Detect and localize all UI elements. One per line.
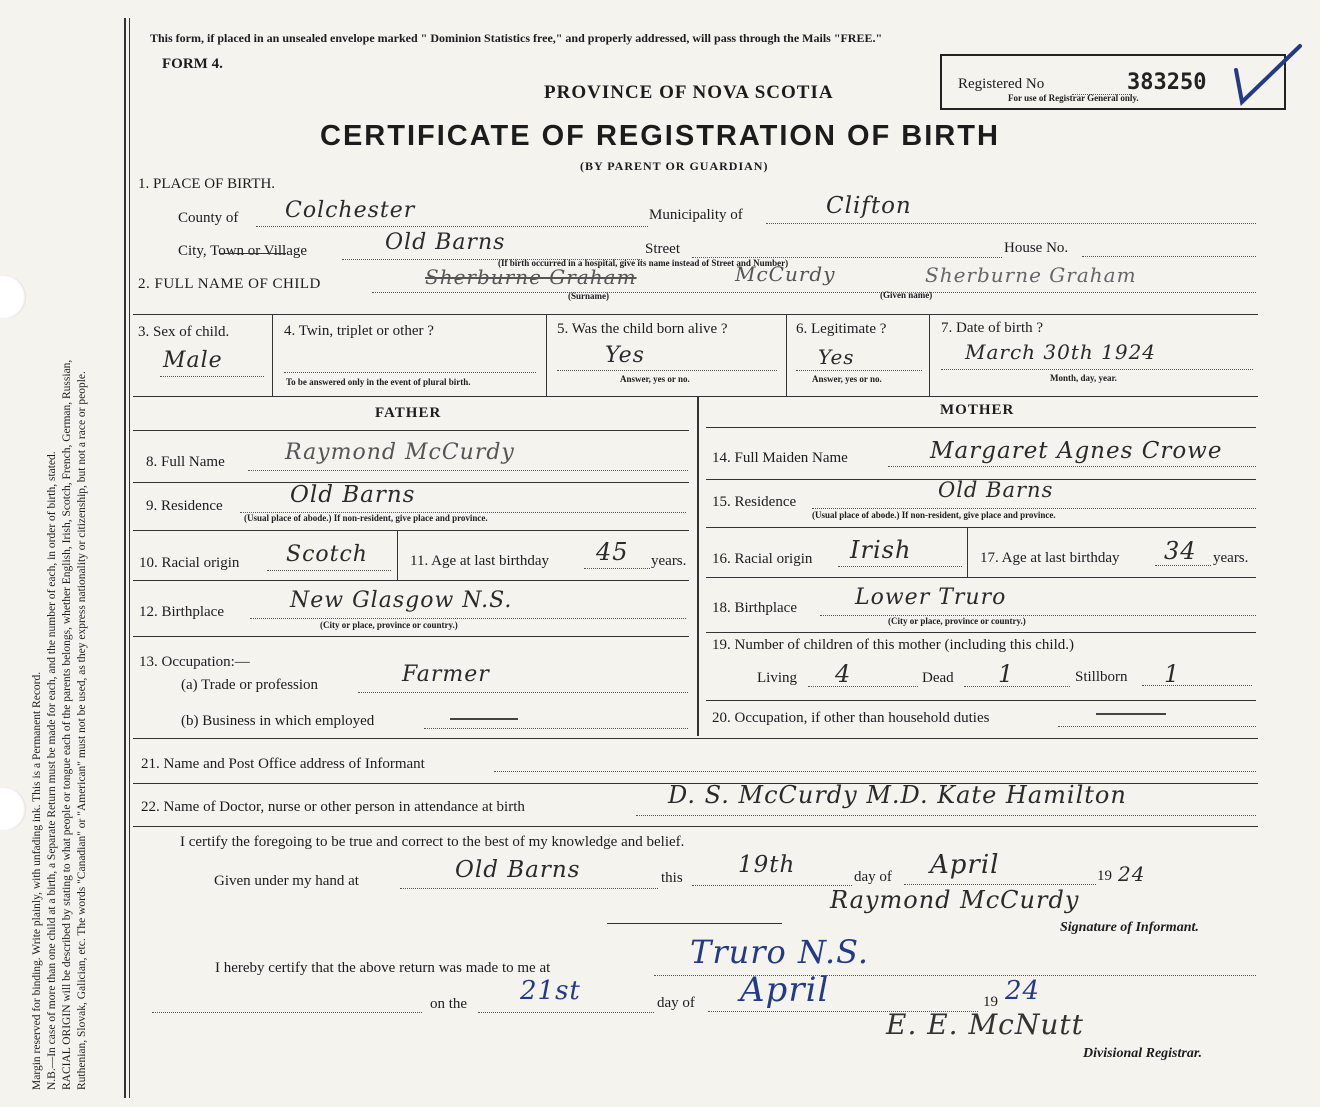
county-line [256, 226, 648, 227]
mother-row-6 [706, 700, 1256, 701]
father-birthplace-label: 12. Birthplace [139, 604, 224, 620]
city-label: City, Town or Village [178, 243, 308, 259]
mother-occupation-line [1058, 726, 1256, 727]
father-race-value: Scotch [286, 542, 368, 567]
informant-signature-rule [607, 923, 782, 924]
certificate-subtitle: (BY PARENT OR GUARDIAN) [580, 159, 769, 173]
mother-row-5 [706, 632, 1256, 633]
this-label: this [661, 870, 683, 886]
mother-residence-value: Old Barns [938, 478, 1054, 502]
trade-label: (a) Trade or profession [181, 677, 319, 693]
registrar-certify-line: I hereby certify that the above return was made to me at [215, 960, 551, 976]
mother-name-label: 14. Full Maiden Name [712, 450, 848, 466]
margin-line-4: Ruthenian, Slovak, Galician, etc. The words "Canadian" or "American" must not be used, as they express nationality or citizenship, but not a race or people. [76, 371, 88, 1090]
month-value: April [930, 850, 1000, 880]
parents-bottom [133, 738, 1258, 739]
row3-div-1 [272, 314, 273, 396]
father-age-unit: years. [651, 553, 687, 569]
given-under-label: Given under my hand at [214, 873, 359, 889]
mother-name-value: Margaret Agnes Crowe [930, 438, 1223, 464]
alive-label: 5. Was the child born alive ? [557, 321, 728, 337]
legitimate-value: Yes [818, 345, 855, 369]
alive-value: Yes [605, 343, 645, 368]
child-name-line [372, 292, 1256, 293]
living-value: 4 [835, 660, 852, 688]
registrar-signature: E. E. McNutt [886, 1008, 1084, 1041]
legitimate-line [796, 370, 922, 371]
legitimate-note: Answer, yes or no. [812, 374, 882, 384]
father-name-value: Raymond McCurdy [285, 440, 515, 465]
mother-row-1 [706, 427, 1256, 428]
county-value: Colchester [285, 198, 416, 223]
mother-row-4 [706, 577, 1256, 578]
living-line [808, 686, 918, 687]
mother-race-label: 16. Racial origin [712, 551, 813, 567]
father-age-label: 11. Age at last birthday [410, 553, 549, 569]
form-number: FORM 4. [162, 56, 223, 72]
alive-note: Answer, yes or no. [620, 374, 690, 384]
dob-label: 7. Date of birth ? [941, 320, 1044, 336]
province-heading: PROVINCE OF NOVA SCOTIA [544, 82, 834, 103]
father-birthplace-line [250, 618, 686, 619]
margin-line-2: N.B.—In case of more than one child at a birth, a Separate Return must be made for each, and the number of each, in order of birth, stated. [46, 451, 58, 1090]
given-name-caption: (Given name) [880, 290, 933, 300]
day-value: 19th [738, 852, 796, 878]
doctor-value: D. S. McCurdy M.D. Kate Hamilton [668, 781, 1127, 809]
margin-line-3: RACIAL ORIGIN will be described by stating to what people or tongue each of the parents belongs, whether English, Irish, Scotch, French, German, Russian, [61, 359, 73, 1090]
day-line [692, 885, 852, 886]
informant-signature-caption: Signature of Informant. [1060, 920, 1199, 935]
mother-occupation-dash [1096, 713, 1166, 715]
row3-bottom [133, 396, 1258, 397]
margin-instructions [30, 10, 90, 1090]
doctor-label: 22. Name of Doctor, nurse or other person in attendance at birth [141, 799, 525, 815]
municipality-line [766, 223, 1256, 224]
father-residence-label: 9. Residence [146, 498, 223, 514]
municipality-value: Clifton [826, 193, 912, 219]
mother-residence-note: (Usual place of abode.) If non-resident, give place and province. [812, 510, 1056, 520]
mother-age-label: 17. Age at last birthday [980, 550, 1120, 566]
given-place-line [400, 888, 658, 889]
place-of-birth-label: 1. PLACE OF BIRTH. [138, 176, 276, 192]
stillborn-line [1142, 685, 1252, 686]
twin-label: 4. Twin, triplet or other ? [284, 323, 434, 339]
father-age-value: 45 [596, 538, 629, 566]
row3-div-4 [929, 314, 930, 396]
business-label: (b) Business in which employed [181, 713, 375, 729]
city-strike [220, 253, 286, 254]
mail-note: This form, if placed in an unsealed envelope marked " Dominion Statistics free," and properly addressed, will pass through the Mails "FREE." [150, 31, 883, 45]
year-value: 24 [1118, 862, 1146, 886]
twin-note: To be answered only in the event of plural birth. [286, 377, 471, 387]
occupation-label: 13. Occupation:— [139, 654, 250, 670]
sex-line [160, 376, 264, 377]
registered-number-value: 383250 [1127, 70, 1207, 95]
city-value: Old Barns [385, 230, 506, 255]
dob-value: March 30th 1924 [965, 340, 1157, 364]
informant-line [494, 771, 1256, 772]
stillborn-value: 1 [1164, 660, 1181, 688]
children-label: 19. Number of children of this mother (including this child.) [712, 637, 1075, 653]
dead-value: 1 [998, 660, 1015, 688]
municipality-label: Municipality of [649, 207, 743, 223]
registrar-month-value: April [740, 970, 830, 1010]
sex-label: 3. Sex of child. [138, 324, 230, 340]
mother-birthplace-value: Lower Truro [855, 585, 1007, 610]
certificate-title: CERTIFICATE OF REGISTRATION OF BIRTH [320, 120, 1000, 152]
stillborn-label: Stillborn [1075, 669, 1128, 685]
row22-bottom [133, 826, 1258, 827]
given-place-value: Old Barns [455, 857, 581, 883]
mother-race-value: Irish [850, 536, 912, 564]
dob-line [941, 369, 1253, 370]
child-given-value: Sherburne Graham [925, 263, 1137, 287]
month-line [904, 884, 1096, 885]
margin-rule-inner [129, 18, 130, 1098]
father-name-line [248, 470, 688, 471]
twin-line [284, 372, 536, 373]
doctor-line [636, 815, 1256, 816]
living-label: Living [757, 670, 797, 686]
child-name-struck: Sherburne Graham [425, 265, 637, 289]
father-race-divider [397, 530, 398, 580]
parents-divider [697, 396, 699, 736]
registered-number-note: For use of Registrar General only. [1008, 93, 1139, 103]
father-heading: FATHER [375, 405, 442, 421]
mother-race-line [838, 566, 962, 567]
father-birthplace-value: New Glasgow N.S. [290, 588, 513, 613]
row3-top [133, 314, 1258, 315]
registrar-year-value: 24 [1005, 976, 1041, 1006]
father-birthplace-note: (City or place, province or country.) [320, 620, 458, 630]
dead-line [964, 686, 1070, 687]
registrar-lead-line [152, 1012, 422, 1013]
informant-signature: Raymond McCurdy [830, 886, 1080, 914]
street-label: Street [645, 241, 680, 257]
registrar-dayof-label: day of [657, 995, 695, 1011]
on-the-label: on the [430, 996, 468, 1012]
business-line [424, 728, 688, 729]
father-row-4 [133, 580, 689, 581]
mother-age-value: 34 [1164, 537, 1197, 565]
county-label: County of [178, 210, 239, 226]
registrar-day-line [478, 1012, 654, 1013]
hospital-note: (If birth occurred in a hospital, give its name instead of Street and Number) [498, 258, 789, 268]
father-race-line [267, 570, 391, 571]
margin-line-1: Margin reserved for binding. Write plainly, with unfading ink. This is a Permanent Record. [31, 671, 43, 1090]
dayof-label: day of [854, 869, 892, 885]
certify-line: I certify the foregoing to be true and correct to the best of my knowledge and belief. [180, 834, 685, 850]
house-label: House No. [1004, 240, 1069, 256]
registrar-place-value: Truro N.S. [690, 933, 870, 971]
sex-value: Male [163, 348, 223, 373]
mother-name-line [888, 466, 1256, 467]
registrar-year-prefix: 19 [983, 994, 998, 1010]
mother-age-line [1155, 565, 1211, 566]
father-race-label: 10. Racial origin [139, 555, 240, 571]
child-name-label: 2. FULL NAME OF CHILD [138, 276, 321, 292]
row3-div-3 [786, 314, 787, 396]
surname-caption: (Surname) [568, 291, 609, 301]
dead-label: Dead [922, 670, 954, 686]
child-surname-value: McCurdy [735, 262, 836, 286]
punch-hole-top [0, 275, 26, 319]
business-dash [450, 718, 518, 720]
father-row-3 [133, 530, 689, 531]
trade-value: Farmer [402, 662, 490, 687]
alive-line [557, 370, 777, 371]
registrar-signature-caption: Divisional Registrar. [1083, 1046, 1203, 1061]
row3-div-2 [546, 314, 547, 396]
house-line [1082, 256, 1256, 257]
mother-heading: MOTHER [940, 402, 1015, 418]
father-age-line [584, 568, 650, 569]
mother-occupation-label: 20. Occupation, if other than household duties [712, 710, 990, 726]
mother-residence-line [812, 508, 1256, 509]
father-residence-note: (Usual place of abode.) If non-resident, give place and province. [244, 513, 488, 523]
father-row-5 [133, 636, 689, 637]
legitimate-label: 6. Legitimate ? [796, 321, 887, 337]
punch-hole-bottom [0, 787, 26, 831]
mother-birthplace-note: (City or place, province or country.) [888, 616, 1026, 626]
mother-birthplace-label: 18. Birthplace [712, 600, 797, 616]
father-row-1 [133, 430, 689, 431]
mother-race-divider [967, 527, 968, 577]
registrar-day-value: 21st [520, 976, 581, 1006]
dob-note: Month, day, year. [1050, 373, 1117, 383]
father-residence-value: Old Barns [290, 482, 416, 508]
father-name-label: 8. Full Name [146, 454, 225, 470]
informant-label: 21. Name and Post Office address of Informant [141, 756, 425, 772]
margin-rule [124, 18, 126, 1098]
mother-residence-label: 15. Residence [712, 494, 797, 510]
trade-line [358, 692, 688, 693]
mother-row-3 [706, 527, 1256, 528]
mother-birthplace-line [820, 615, 1256, 616]
blue-check-mark [1228, 40, 1308, 110]
mother-age-unit: years. [1213, 550, 1249, 566]
year-prefix: 19 [1097, 868, 1112, 884]
registered-number-label: Registered No [958, 76, 1045, 92]
